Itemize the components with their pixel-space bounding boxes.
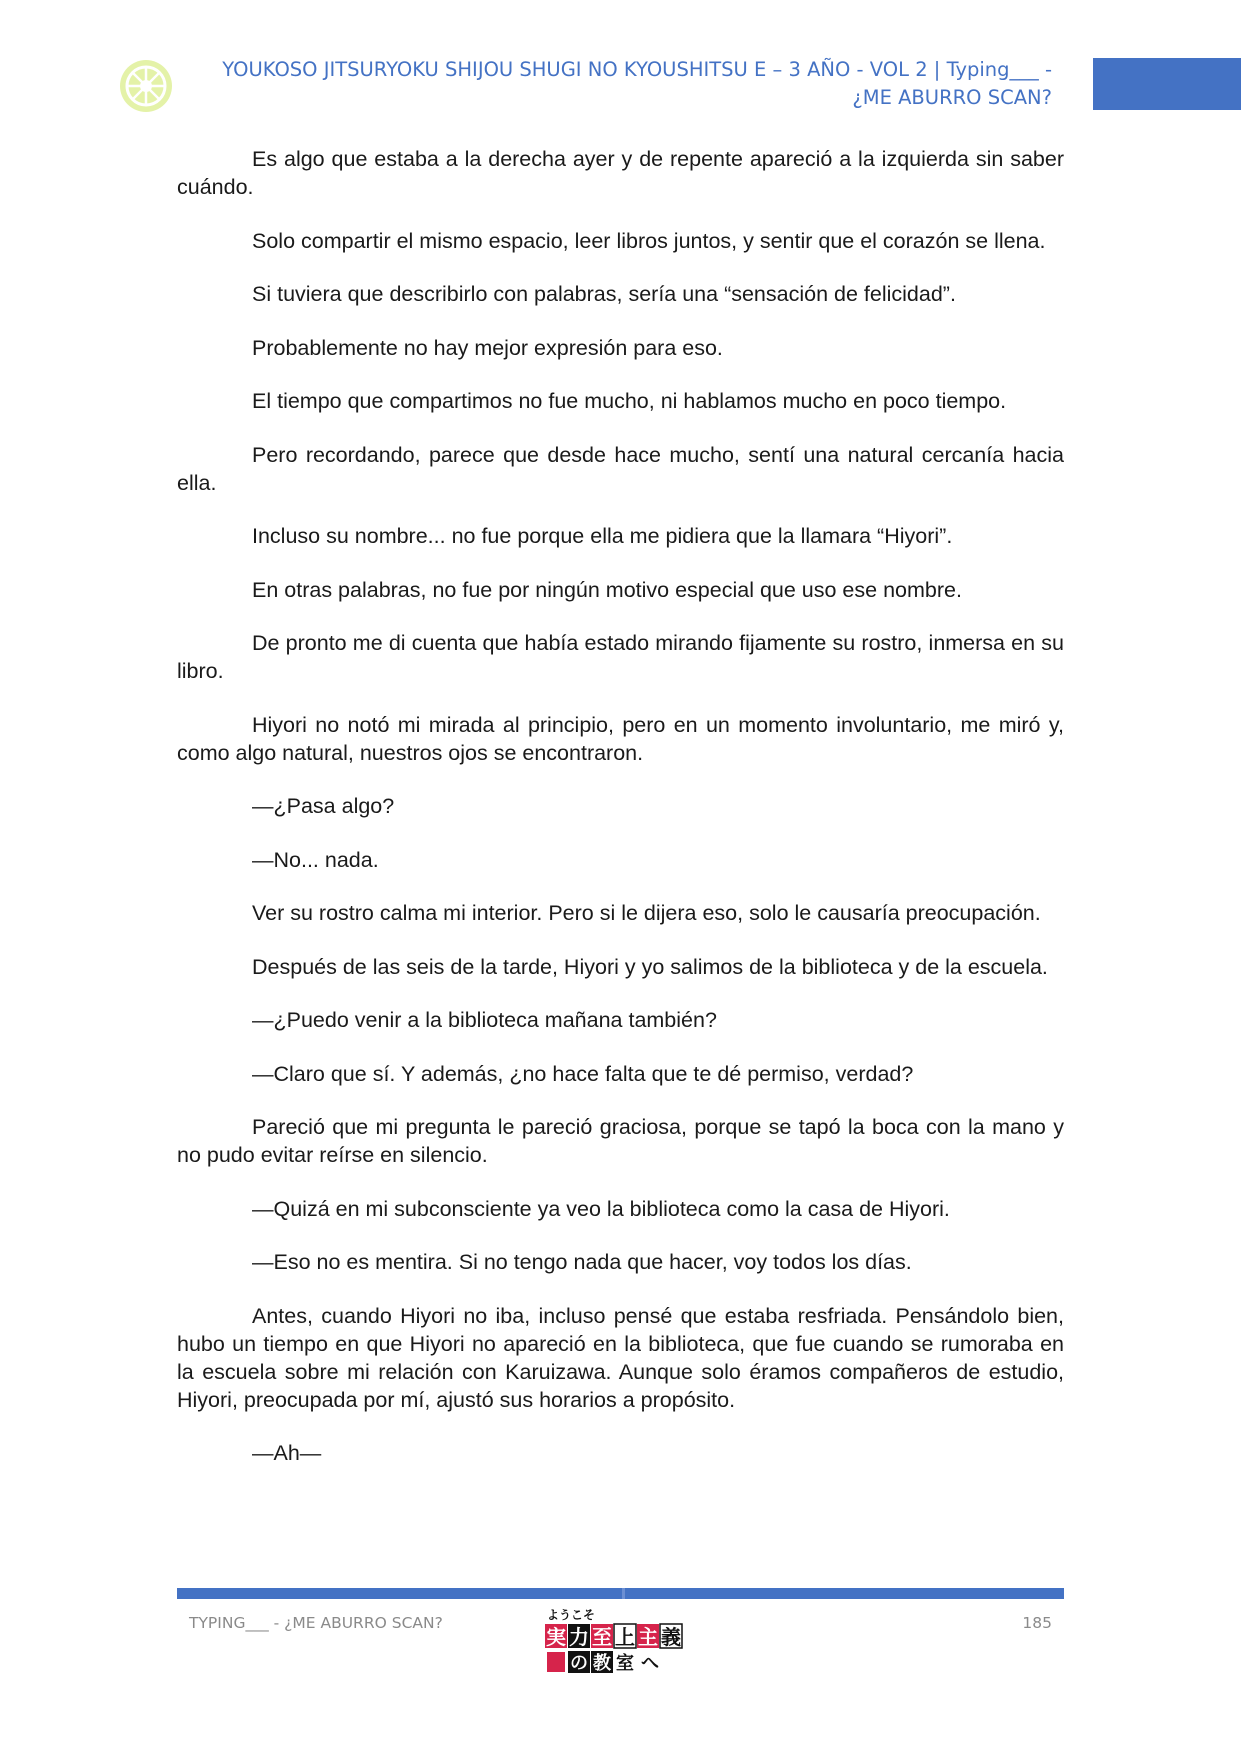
logo-char: 至 [592, 1625, 612, 1649]
paragraph: Es algo que estaba a la derecha ayer y de repente apareció a la izquierda sin saber cuándo. [177, 147, 1064, 199]
paragraph: Pero recordando, parece que desde hace mucho, sentí una natural cercanía hacia ella. [177, 442, 1064, 495]
dialogue-line: —Eso no es mentira. Si no tengo nada que hacer, voy todos los días. [252, 1250, 912, 1274]
paragraph: Solo compartir el mismo espacio, leer libros juntos, y sentir que el corazón se llena. [252, 228, 1046, 253]
dialogue-line: —No... nada. [252, 847, 379, 872]
wheel-emblem-icon [118, 58, 174, 114]
dialogue-line: —¿Pasa algo? [252, 794, 395, 818]
page-body [177, 145, 1064, 1493]
footer-rule [177, 1588, 1064, 1599]
logo-char: 室 [616, 1653, 634, 1674]
paragraph: De pronto me di cuenta que había estado mirando fijamente su rostro, inmersa en su libro. [177, 631, 1064, 683]
logo-char: 教 [593, 1653, 611, 1674]
logo-char: へ [641, 1653, 659, 1674]
logo-char: 主 [638, 1625, 658, 1649]
logo-char: の [570, 1653, 588, 1674]
header-title: YOUKOSO JITSURYOKU SHIJOU SHUGI NO KYOUSHITSU E – 3 AÑO - VOL 2 | Typing___ - ¿ME ABURRO SCAN? [222, 58, 1052, 109]
paragraph: Hiyori no notó mi mirada al principio, pero en un momento involuntario, me miró y, como algo natural, nuestros ojos se encontraron. [177, 712, 1064, 765]
dialogue-line: —Ah— [252, 1441, 322, 1465]
series-logo [545, 1606, 695, 1676]
paragraph: Pareció que mi pregunta le pareció graciosa, porque se tapó la boca con la mano y no pudo evitar reírse en silencio. [177, 1115, 1064, 1167]
paragraph: Ver su rostro calma mi interior. Pero si le dijera eso, solo le causaría preocupación. [252, 901, 1041, 925]
dialogue-line: —Claro que sí. Y además, ¿no hace falta que te dé permiso, verdad? [252, 1061, 914, 1086]
paragraph: Incluso su nombre... no fue porque ella me pidiera que la llamara “Hiyori”. [252, 524, 953, 548]
paragraph: Antes, cuando Hiyori no iba, incluso pensé que estaba resfriada. Pensándolo bien, hubo un tiempo en que Hiyori no apareció en la biblioteca, que fue cuando se rumoraba en la escuela sobre mi relación con Karuizawa. Aunque solo éramos compañeros de estudio, Hiyori, preocupada por mí, ajustó sus horarios a propósito. [177, 1303, 1064, 1412]
page-number: 185 [1022, 1614, 1052, 1632]
logo-char: 上 [615, 1625, 635, 1649]
dialogue-line: —¿Puedo venir a la biblioteca mañana también? [252, 1008, 717, 1032]
paragraph: Después de las seis de la tarde, Hiyori y yo salimos de la biblioteca y de la escuela. [252, 954, 1048, 979]
logo-top-text: ようこそ [547, 1608, 596, 1622]
paragraph: En otras palabras, no fue por ningún motivo especial que uso ese nombre. [252, 577, 962, 602]
logo-char: 義 [661, 1625, 681, 1649]
footer-credit: TYPING___ - ¿ME ABURRO SCAN? [189, 1614, 443, 1632]
logo-char: 力 [569, 1625, 589, 1649]
header-accent-bar [1093, 58, 1241, 110]
paragraph: Probablemente no hay mejor expresión para eso. [252, 335, 723, 360]
paragraph: Si tuviera que describirlo con palabras, sería una “sensación de felicidad”. [252, 282, 956, 306]
logo-char: 実 [546, 1625, 566, 1649]
dialogue-line: —Quizá en mi subconsciente ya veo la biblioteca como la casa de Hiyori. [252, 1196, 950, 1221]
footer-rule-divider [622, 1588, 625, 1599]
paragraph: El tiempo que compartimos no fue mucho, ni hablamos mucho en poco tiempo. [252, 389, 1007, 413]
